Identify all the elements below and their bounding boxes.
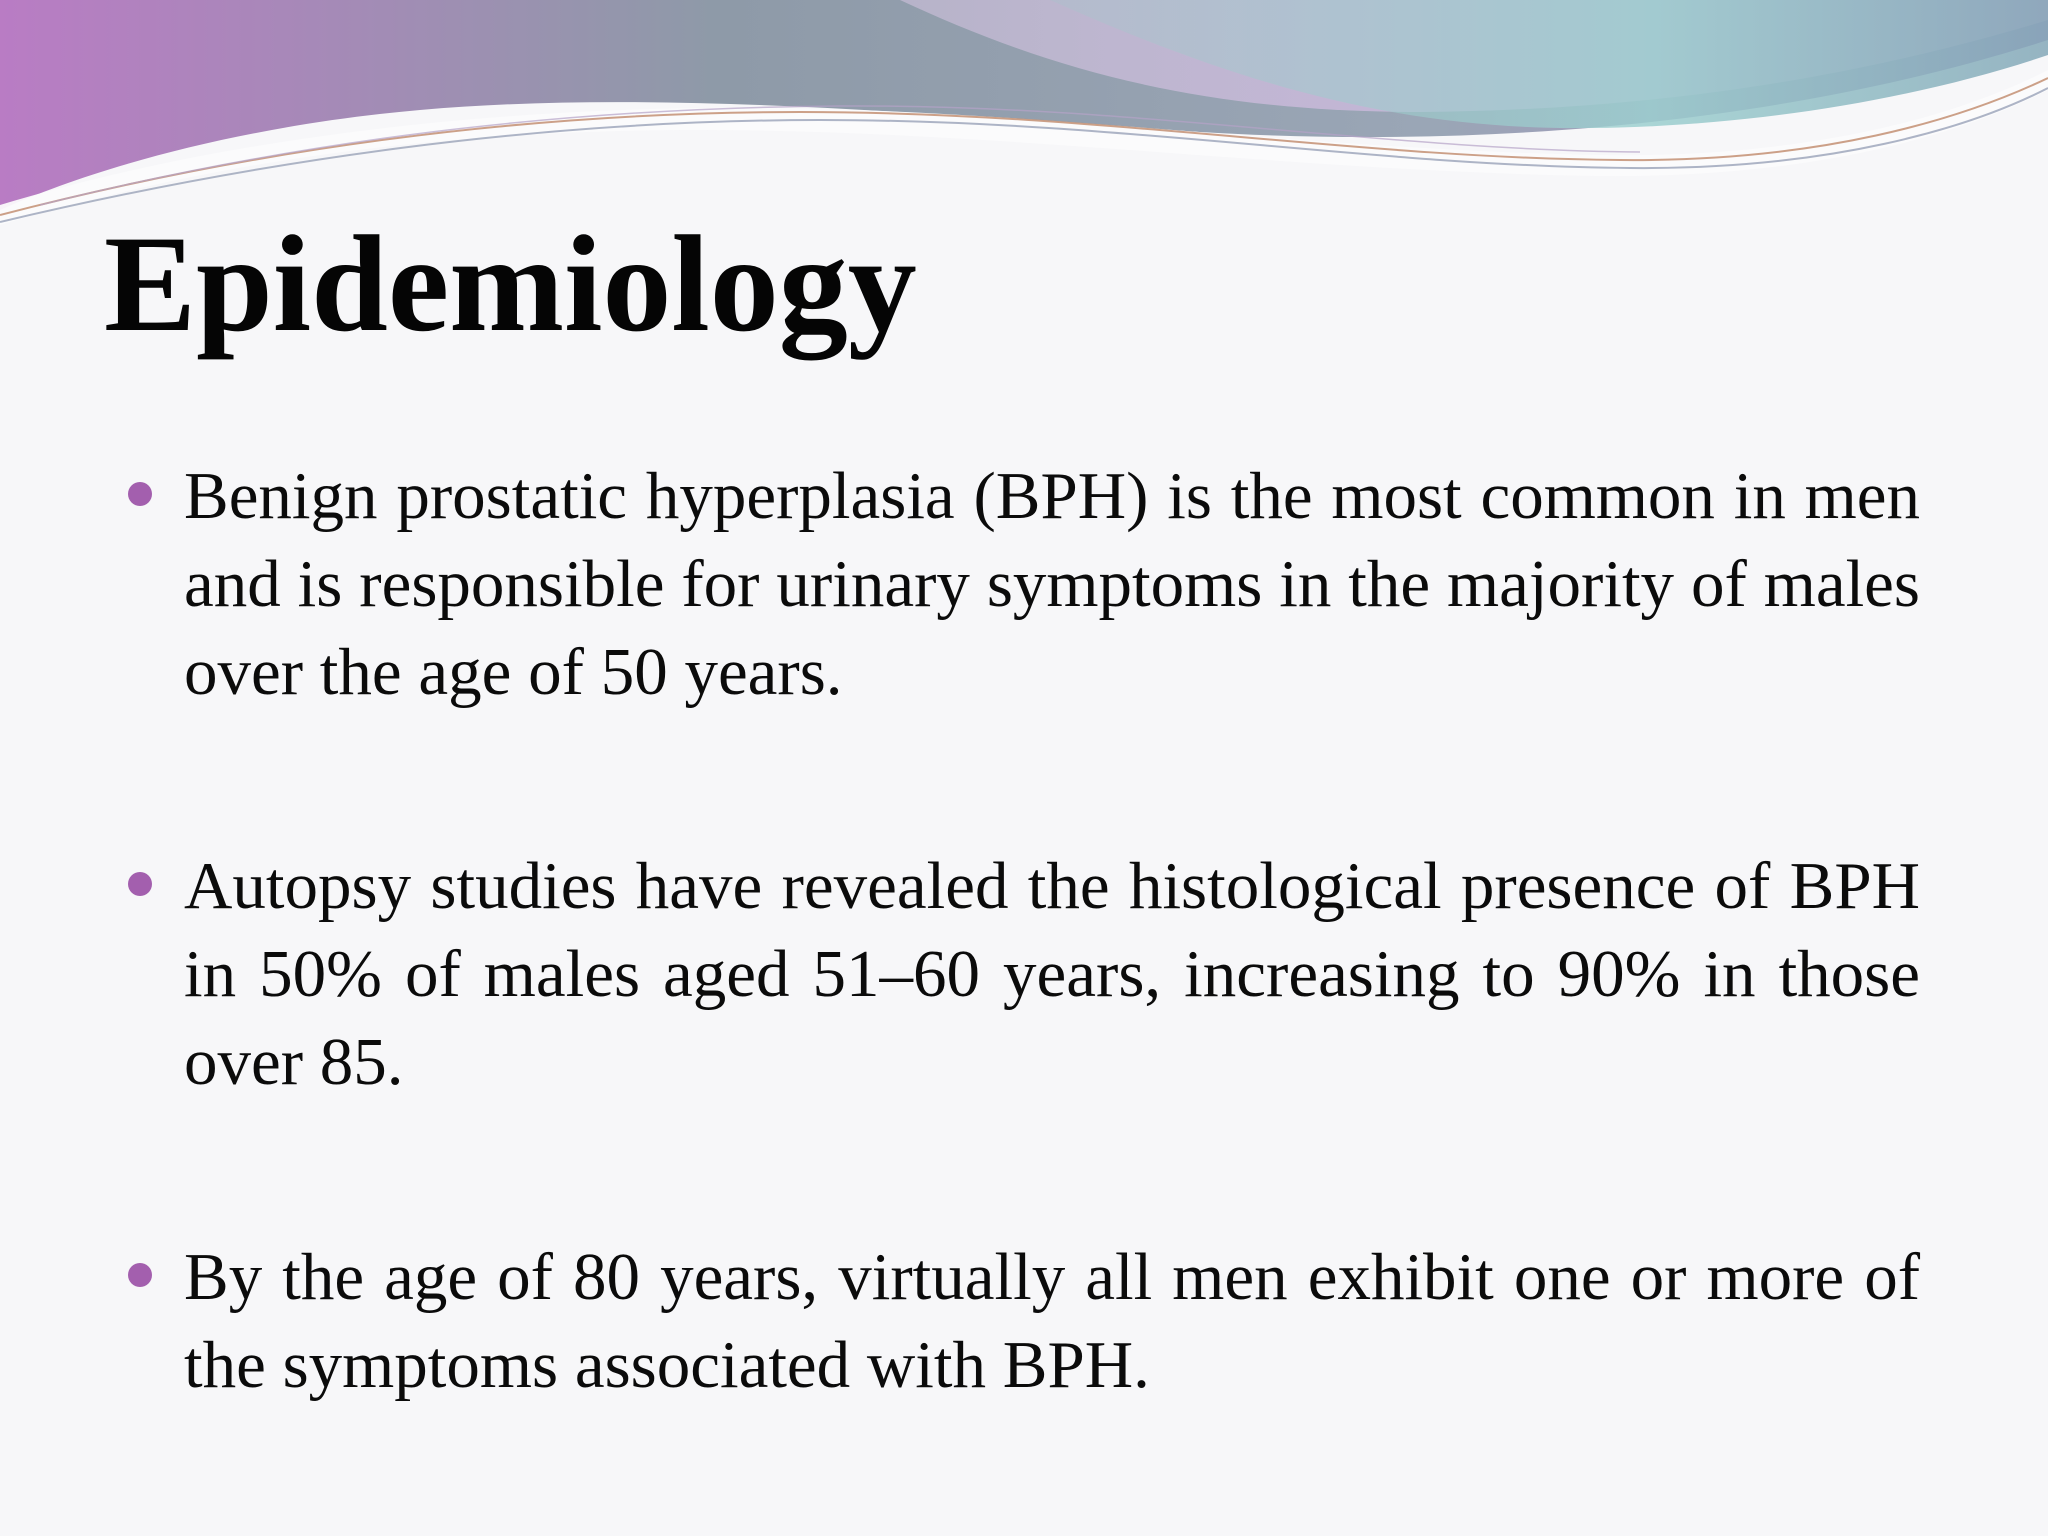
bullet-text: Benign prostatic hyperplasia (BPH) is the most common in men and is responsible for urinary symptoms in the majority of males over the age of 50 years. [184,459,1920,709]
bullet-dot-icon [128,872,152,896]
bullet-text: By the age of 80 years, virtually all men exhibit one or more of the symptoms associated with BPH. [184,1240,1920,1402]
bullet-dot-icon [128,1263,152,1287]
slide-title: Epidemiology [104,207,917,360]
bullet-text: Autopsy studies have revealed the histological presence of BPH in 50% of males aged 51–60 years, increasing to 90% in those over 85. [184,849,1920,1099]
bullet-dot-icon [128,482,152,506]
